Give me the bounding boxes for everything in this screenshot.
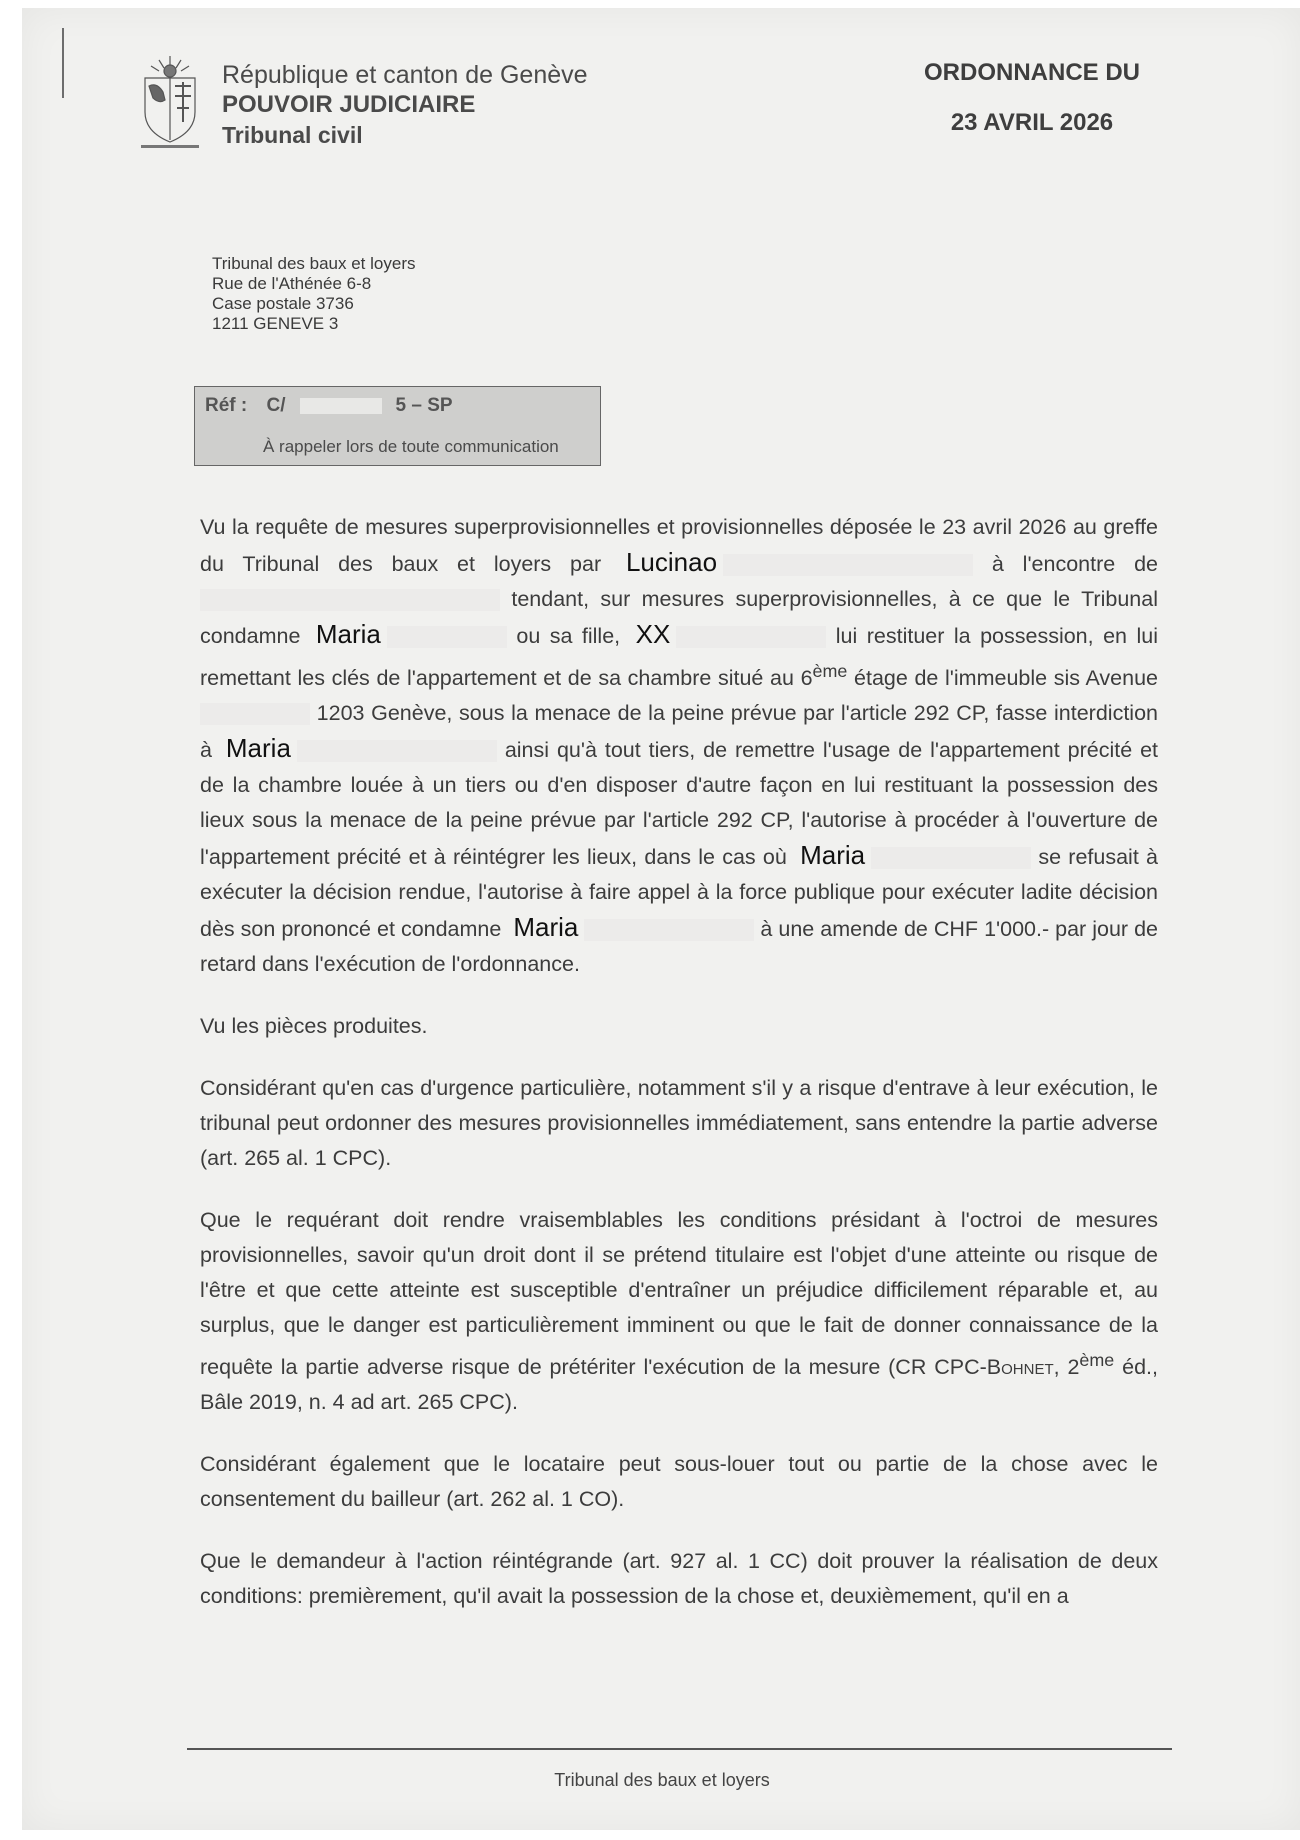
respondent-name: Maria [225, 733, 291, 764]
text-run: , 2 [1053, 1355, 1080, 1380]
court-header [222, 60, 588, 150]
order-heading [882, 48, 1182, 148]
reference-row [205, 395, 467, 417]
court-line: Tribunal civil [222, 122, 363, 148]
respondent-name: Maria [513, 912, 579, 943]
text-run: Que le requérant doit rendre vraisemblables les conditions présidant à l'octroi de mesures provisionnelles, savoir qu'un droit dont il se prétend titulaire est l'objet d'une atteinte ou risque de l'être et que cette atteinte est susceptible d'entraîner un préjudice difficilement réparable et, au surplus, que le danger est particulièrement imminent ou que le fait de donner connaissance de la requête la partie adverse risque de prétériter l'exécution de la mesure (CR CPC- [200, 1208, 1158, 1380]
order-body [200, 510, 1158, 1641]
text-run: éd., Bâle 2019, n. 4 ad art. 265 CPC). [200, 1355, 1159, 1415]
text-run: à une amende de CHF 1'000.- par jour de retard dans l'exécution de l'ordonnance. [200, 917, 1158, 977]
reference-suffix: 5 – SP [395, 395, 453, 416]
applicant-name: Lucinao [625, 547, 718, 577]
redaction-block [871, 847, 1031, 869]
text-run: tendant, sur mesures superprovisionnelles, à ce que le Tribunal condamne [200, 587, 1158, 648]
redaction-block [676, 626, 826, 648]
paragraph-sublease: Considérant également que le locataire peut sous-louer tout ou partie de la chose avec le consentement du bailleur (art. 262 al. 1 CO). [200, 1452, 1158, 1512]
redaction-block [297, 740, 497, 762]
superscript: ème [1079, 1350, 1115, 1371]
reference-note: À rappeler lors de toute communication [263, 437, 559, 456]
text-run: ou sa fille, [516, 624, 621, 648]
redaction-block [200, 589, 500, 611]
document-page [22, 8, 1300, 1830]
text-run: 1203 Genève, sous la menace de la peine prévue par l'article 292 CP, fasse interdiction à [200, 701, 1158, 763]
redaction-block [200, 703, 310, 725]
reference-box [194, 386, 601, 466]
redaction-block [387, 626, 507, 648]
recipient-address [212, 254, 415, 334]
republic-line: République et canton de Genève [222, 61, 588, 89]
address-line: 1211 GENEVE 3 [212, 314, 339, 333]
text-run: à l'encontre de [991, 552, 1158, 576]
daughter-name: XX [635, 619, 671, 649]
paragraph-reintegration: Que le demandeur à l'action réintégrande (art. 927 al. 1 CC) doit prouver la réalisation de deux conditions: premièrement, qu'il avait la possession de la chose et, deuxièmement, qu'il en a [200, 1549, 1158, 1609]
superscript: ème [812, 661, 848, 681]
address-line: Tribunal des baux et loyers [212, 254, 416, 273]
address-line: Case postale 3736 [212, 294, 354, 313]
paragraph-conditions [200, 1203, 1158, 1420]
text-run: se refusait à exécuter la décision rendue, l'autorise à faire appel à la force publique pour exécuter ladite décision dès son prononcé et condamne [200, 845, 1158, 942]
order-title: ORDONNANCE DU [924, 59, 1140, 86]
text-run: lui restituer la possession, en lui remettant les clés de l'appartement et de sa chambre situé au 6 [200, 624, 1158, 691]
address-line: Rue de l'Athénée 6-8 [212, 274, 372, 293]
text-run: Vu la requête de mesures superprovisionnelles et provisionnelles déposée le 23 avril 2026 au greffe du Tribunal des baux et loyers par [200, 515, 1158, 576]
text-run: étage de l'immeuble sis Avenue [854, 666, 1158, 691]
reference-prefix: C/ [266, 395, 286, 416]
page-edge-mark [62, 28, 64, 98]
redaction-block [584, 919, 754, 941]
author-name: Bohnet [986, 1355, 1054, 1380]
respondent-name: Maria [800, 840, 866, 871]
respondent-name: Maria [315, 619, 381, 649]
redaction-block [300, 398, 382, 414]
order-date: 23 AVRIL 2026 [950, 109, 1114, 136]
judiciary-line: POUVOIR JUDICIAIRE [222, 91, 476, 118]
footer-divider [187, 1748, 1172, 1750]
footer-label: Tribunal des baux et loyers [554, 1770, 770, 1790]
redaction-block [723, 554, 973, 576]
text-run: ainsi qu'à tout tiers, de remettre l'usage de l'appartement précité et de la chambre louée à un tiers ou d'en disposer d'autre façon en lui restituant la possession des lieux sous la menace de la peine prévue par l'article 292 CP, l'autorise à procéder à l'ouverture de l'appartement précité et à réintégrer les lieux, dans le cas où [200, 738, 1158, 870]
reference-label: Réf : [205, 395, 248, 416]
paragraph-urgency: Considérant qu'en cas d'urgence particulière, notamment s'il y a risque d'entrave à leur exécution, le tribunal peut ordonner des mesures provisionnelles immédiatement, sans entendre la partie adverse (art. 265 al. 1 CPC). [200, 1076, 1158, 1171]
geneva-crest-icon [137, 52, 203, 150]
paragraph-request [200, 510, 1158, 982]
paragraph-exhibits: Vu les pièces produites. [200, 1014, 428, 1039]
